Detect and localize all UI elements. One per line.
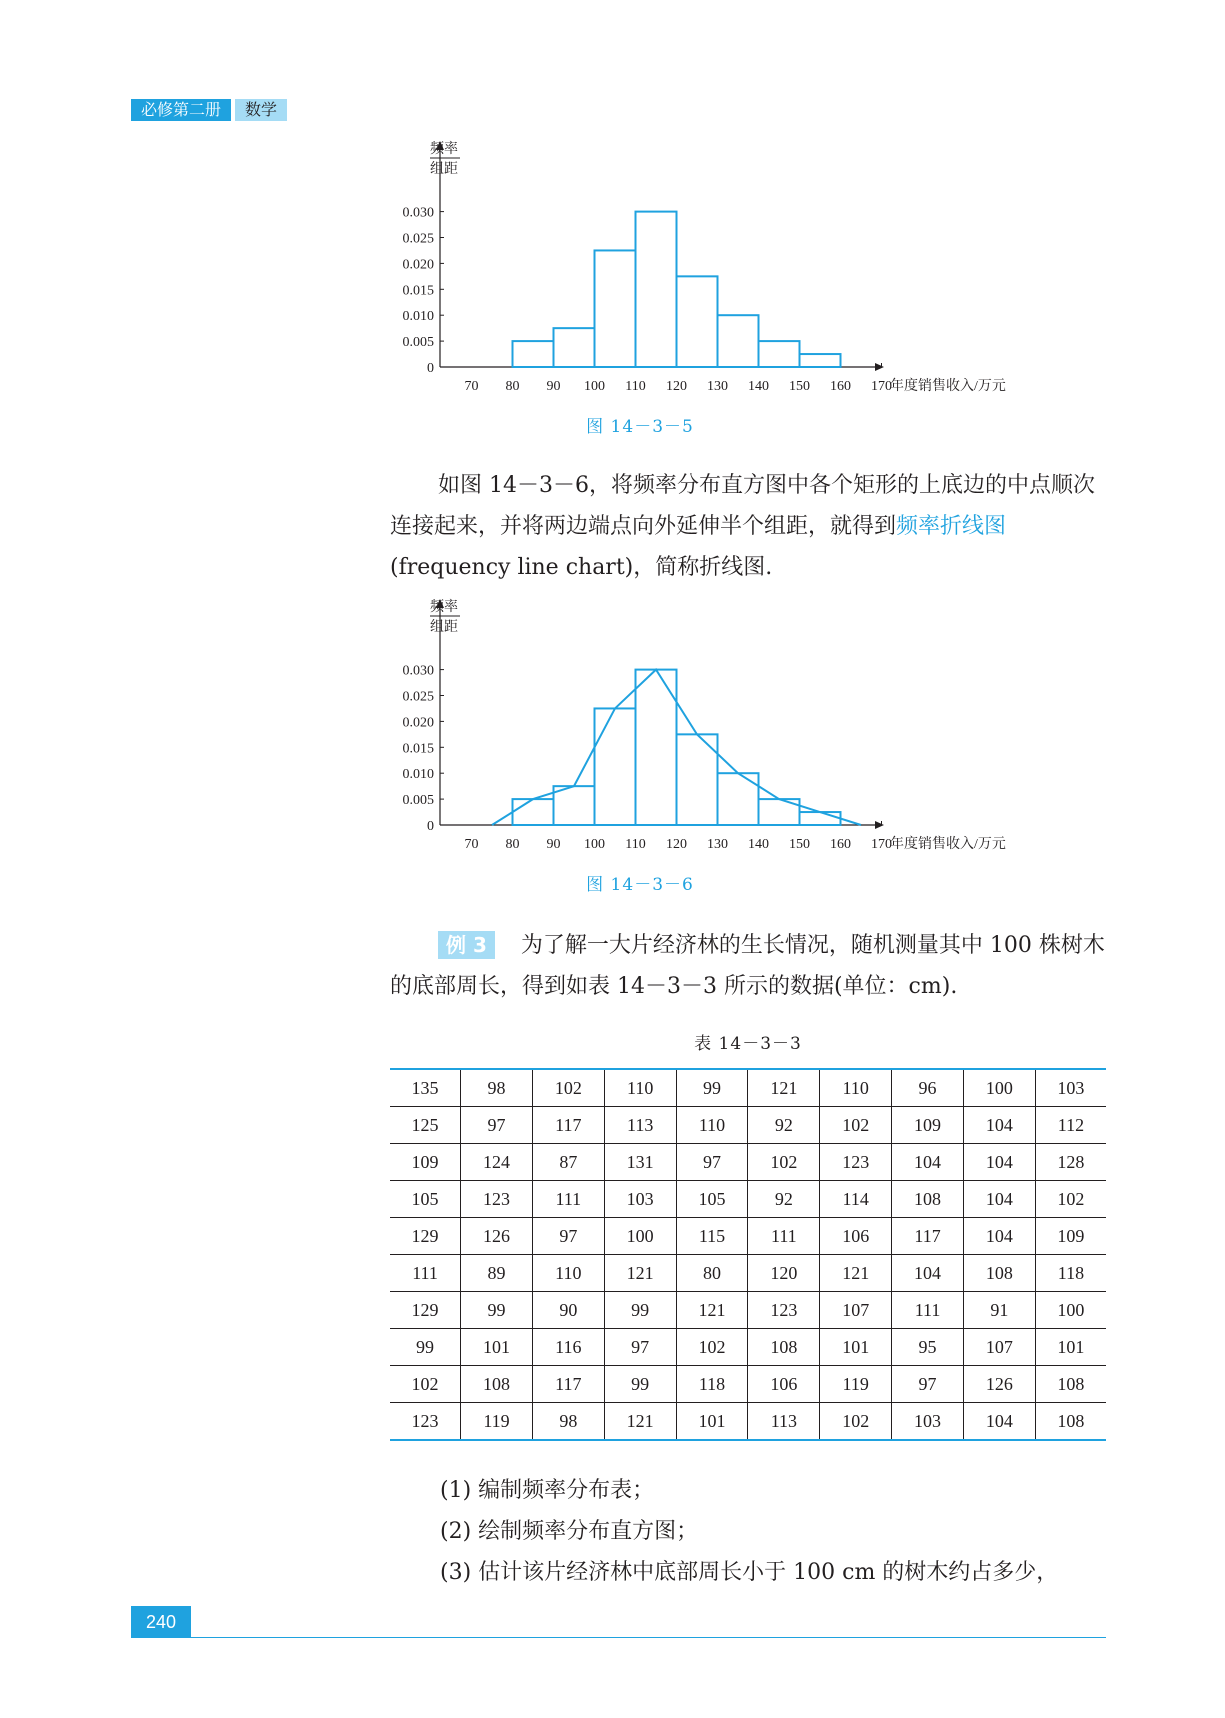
subject-label: 数学 xyxy=(235,99,287,121)
table-cell: 124 xyxy=(461,1144,533,1181)
table-cell: 102 xyxy=(820,1107,892,1144)
table-cell: 120 xyxy=(748,1255,820,1292)
x-tick-label: 130 xyxy=(707,837,728,852)
table-cell: 119 xyxy=(461,1403,533,1441)
table-cell: 128 xyxy=(1035,1144,1106,1181)
histogram-bar xyxy=(554,786,595,825)
table-cell: 117 xyxy=(892,1218,964,1255)
table-cell: 110 xyxy=(676,1107,748,1144)
table-cell: 106 xyxy=(748,1366,820,1403)
x-tick-label: 140 xyxy=(748,379,769,394)
table-row xyxy=(390,1144,1106,1181)
x-axis-arrow xyxy=(875,821,884,829)
table-cell: 104 xyxy=(963,1403,1035,1441)
page-header xyxy=(131,99,287,121)
page-number: 240 xyxy=(131,1606,191,1638)
histogram-bar xyxy=(800,354,841,367)
table-cell: 101 xyxy=(676,1403,748,1441)
table-cell: 121 xyxy=(820,1255,892,1292)
table-cell: 104 xyxy=(963,1218,1035,1255)
frequency-line-chart-figure xyxy=(390,598,1090,878)
footer-rule xyxy=(191,1637,1106,1638)
table-cell: 108 xyxy=(1035,1366,1106,1403)
table-cell: 87 xyxy=(532,1144,604,1181)
x-axis-label: 年度销售收入/万元 xyxy=(890,379,1006,394)
table-cell: 102 xyxy=(820,1403,892,1441)
x-tick-label: 160 xyxy=(830,379,851,394)
table-cell: 102 xyxy=(676,1329,748,1366)
table-cell: 104 xyxy=(892,1255,964,1292)
table-row xyxy=(390,1107,1106,1144)
example-label: 例 3 xyxy=(438,931,495,959)
table-cell: 129 xyxy=(390,1292,461,1329)
table-cell: 111 xyxy=(390,1255,461,1292)
table-row xyxy=(390,1255,1106,1292)
table-cell: 100 xyxy=(604,1218,676,1255)
table-cell: 100 xyxy=(963,1069,1035,1107)
histogram-bar xyxy=(595,250,636,367)
paragraph-line-chart xyxy=(390,465,1106,588)
table-cell: 123 xyxy=(461,1181,533,1218)
table-cell: 117 xyxy=(532,1107,604,1144)
table-cell: 108 xyxy=(748,1329,820,1366)
table-cell: 126 xyxy=(461,1218,533,1255)
table-row xyxy=(390,1292,1106,1329)
data-table xyxy=(390,1068,1106,1441)
x-tick-label: 150 xyxy=(789,837,810,852)
y-tick-label: 0.025 xyxy=(402,689,434,705)
y-tick-label: 0.005 xyxy=(402,793,434,809)
table-cell: 126 xyxy=(963,1366,1035,1403)
table-cell: 104 xyxy=(963,1181,1035,1218)
table-cell: 115 xyxy=(676,1218,748,1255)
y-tick-label: 0.020 xyxy=(402,715,434,731)
table-cell: 103 xyxy=(604,1181,676,1218)
x-tick-label: 90 xyxy=(546,837,561,852)
table-cell: 102 xyxy=(390,1366,461,1403)
example-text: 为了解一大片经济林的生长情况，随机测量其中 100 株树木的底部周长，得到如表 14－3－3 所示的数据(单位：cm). xyxy=(390,933,1105,999)
table-cell: 118 xyxy=(676,1366,748,1403)
table-cell: 99 xyxy=(604,1366,676,1403)
table-cell: 114 xyxy=(820,1181,892,1218)
x-tick-label: 140 xyxy=(748,837,769,852)
table-cell: 119 xyxy=(820,1366,892,1403)
table-cell: 117 xyxy=(532,1366,604,1403)
table-cell: 109 xyxy=(390,1144,461,1181)
table-cell: 102 xyxy=(1035,1181,1106,1218)
table-cell: 102 xyxy=(748,1144,820,1181)
histogram-bar xyxy=(718,773,759,825)
table-cell: 109 xyxy=(892,1107,964,1144)
table-cell: 101 xyxy=(820,1329,892,1366)
y-axis-label-bottom: 组距 xyxy=(430,162,458,177)
table-cell: 105 xyxy=(676,1181,748,1218)
y-axis-label-top: 频率 xyxy=(430,600,458,615)
table-cell: 108 xyxy=(963,1255,1035,1292)
x-tick-label: 120 xyxy=(666,379,687,394)
histogram-bar xyxy=(513,341,554,367)
table-cell: 105 xyxy=(390,1181,461,1218)
histogram-bar xyxy=(677,276,718,367)
table-cell: 125 xyxy=(390,1107,461,1144)
x-tick-label: 110 xyxy=(625,379,646,394)
table-cell: 123 xyxy=(820,1144,892,1181)
x-tick-label: 150 xyxy=(789,379,810,394)
x-axis-label: 年度销售收入/万元 xyxy=(890,837,1006,852)
y-tick-label: 0.015 xyxy=(402,741,434,757)
y-tick-label: 0.010 xyxy=(402,767,434,783)
table-row xyxy=(390,1329,1106,1366)
y-axis-label-bottom: 组距 xyxy=(430,620,458,635)
y-tick-label: 0.030 xyxy=(402,205,434,221)
table-cell: 80 xyxy=(676,1255,748,1292)
paragraph-text: 如图 14－3－6，将频率分布直方图中各个矩形的上底边的中点顺次连接起来，并将两边端点向外延伸半个组距，就得到 xyxy=(390,473,1095,539)
table-cell: 111 xyxy=(532,1181,604,1218)
y-tick-label: 0 xyxy=(427,819,434,834)
table-cell: 121 xyxy=(748,1069,820,1107)
table-row xyxy=(390,1366,1106,1403)
figure-caption-2: 图 14－3－6 xyxy=(586,875,694,895)
table-cell: 111 xyxy=(748,1218,820,1255)
table-cell: 103 xyxy=(1035,1069,1106,1107)
table-cell: 97 xyxy=(676,1144,748,1181)
histogram-bar xyxy=(554,328,595,367)
histogram-figure xyxy=(390,140,1090,420)
y-tick-label: 0.005 xyxy=(402,335,434,351)
table-cell: 121 xyxy=(604,1403,676,1441)
table-cell: 113 xyxy=(748,1403,820,1441)
table-cell: 90 xyxy=(532,1292,604,1329)
table-cell: 101 xyxy=(1035,1329,1106,1366)
table-cell: 104 xyxy=(963,1107,1035,1144)
table-cell: 110 xyxy=(532,1255,604,1292)
histogram-bar xyxy=(513,799,554,825)
y-axis-label-top: 频率 xyxy=(430,142,458,157)
table-cell: 123 xyxy=(748,1292,820,1329)
histogram-bar xyxy=(636,212,677,367)
table-cell: 110 xyxy=(820,1069,892,1107)
x-tick-label: 100 xyxy=(584,837,605,852)
x-tick-label: 70 xyxy=(464,837,479,852)
x-tick-label: 170 xyxy=(871,379,892,394)
histogram-bar xyxy=(718,315,759,367)
histogram-bar xyxy=(759,341,800,367)
x-tick-label: 170 xyxy=(871,837,892,852)
table-cell: 92 xyxy=(748,1181,820,1218)
y-tick-label: 0.025 xyxy=(402,231,434,247)
table-cell: 118 xyxy=(1035,1255,1106,1292)
y-tick-label: 0 xyxy=(427,361,434,376)
table-cell: 104 xyxy=(963,1144,1035,1181)
table-cell: 99 xyxy=(461,1292,533,1329)
table-cell: 108 xyxy=(461,1366,533,1403)
table-cell: 121 xyxy=(676,1292,748,1329)
table-cell: 112 xyxy=(1035,1107,1106,1144)
table-row xyxy=(390,1403,1106,1441)
x-tick-label: 120 xyxy=(666,837,687,852)
question-3: (3) 估计该片经济林中底部周长小于 100 cm 的树木约占多少， xyxy=(440,1560,1059,1585)
table-cell: 95 xyxy=(892,1329,964,1366)
table-row xyxy=(390,1218,1106,1255)
table-cell: 103 xyxy=(892,1403,964,1441)
table-cell: 108 xyxy=(1035,1403,1106,1441)
paragraph-text-end: (frequency line chart)，简称折线图. xyxy=(390,555,773,580)
table-cell: 97 xyxy=(532,1218,604,1255)
x-tick-label: 110 xyxy=(625,837,646,852)
table-cell: 108 xyxy=(892,1181,964,1218)
table-cell: 107 xyxy=(820,1292,892,1329)
table-cell: 92 xyxy=(748,1107,820,1144)
x-tick-label: 90 xyxy=(546,379,561,394)
x-tick-label: 70 xyxy=(464,379,479,394)
table-cell: 100 xyxy=(1035,1292,1106,1329)
table-row xyxy=(390,1069,1106,1107)
y-tick-label: 0.030 xyxy=(402,663,434,679)
table-cell: 97 xyxy=(604,1329,676,1366)
table-cell: 131 xyxy=(604,1144,676,1181)
table-cell: 98 xyxy=(532,1403,604,1441)
table-cell: 101 xyxy=(461,1329,533,1366)
table-cell: 107 xyxy=(963,1329,1035,1366)
table-cell: 96 xyxy=(892,1069,964,1107)
table-cell: 111 xyxy=(892,1292,964,1329)
example-paragraph xyxy=(390,925,1106,1007)
x-tick-label: 100 xyxy=(584,379,605,394)
table-cell: 97 xyxy=(461,1107,533,1144)
y-tick-label: 0.020 xyxy=(402,257,434,273)
y-tick-label: 0.015 xyxy=(402,283,434,299)
table-row xyxy=(390,1181,1106,1218)
x-tick-label: 80 xyxy=(505,379,520,394)
table-cell: 99 xyxy=(604,1292,676,1329)
table-cell: 109 xyxy=(1035,1218,1106,1255)
term-frequency-line-chart: 频率折线图 xyxy=(896,514,1007,539)
table-cell: 113 xyxy=(604,1107,676,1144)
table-cell: 89 xyxy=(461,1255,533,1292)
figure-caption-1: 图 14－3－5 xyxy=(586,417,694,437)
table-cell: 102 xyxy=(532,1069,604,1107)
table-cell: 99 xyxy=(676,1069,748,1107)
table-cell: 129 xyxy=(390,1218,461,1255)
x-axis-arrow xyxy=(875,363,884,371)
table-cell: 91 xyxy=(963,1292,1035,1329)
question-1: (1) 编制频率分布表； xyxy=(440,1478,655,1503)
question-2: (2) 绘制频率分布直方图； xyxy=(440,1519,699,1544)
book-label: 必修第二册 xyxy=(131,99,231,121)
x-tick-label: 160 xyxy=(830,837,851,852)
table-cell: 106 xyxy=(820,1218,892,1255)
table-cell: 104 xyxy=(892,1144,964,1181)
table-cell: 110 xyxy=(604,1069,676,1107)
table-caption: 表 14－3－3 xyxy=(694,1034,802,1054)
table-cell: 97 xyxy=(892,1366,964,1403)
x-tick-label: 80 xyxy=(505,837,520,852)
table-cell: 99 xyxy=(390,1329,461,1366)
table-cell: 123 xyxy=(390,1403,461,1441)
table-cell: 121 xyxy=(604,1255,676,1292)
table-cell: 135 xyxy=(390,1069,461,1107)
table-cell: 98 xyxy=(461,1069,533,1107)
x-tick-label: 130 xyxy=(707,379,728,394)
histogram-bar xyxy=(595,708,636,825)
histogram-bar xyxy=(800,812,841,825)
table-cell: 116 xyxy=(532,1329,604,1366)
y-tick-label: 0.010 xyxy=(402,309,434,325)
